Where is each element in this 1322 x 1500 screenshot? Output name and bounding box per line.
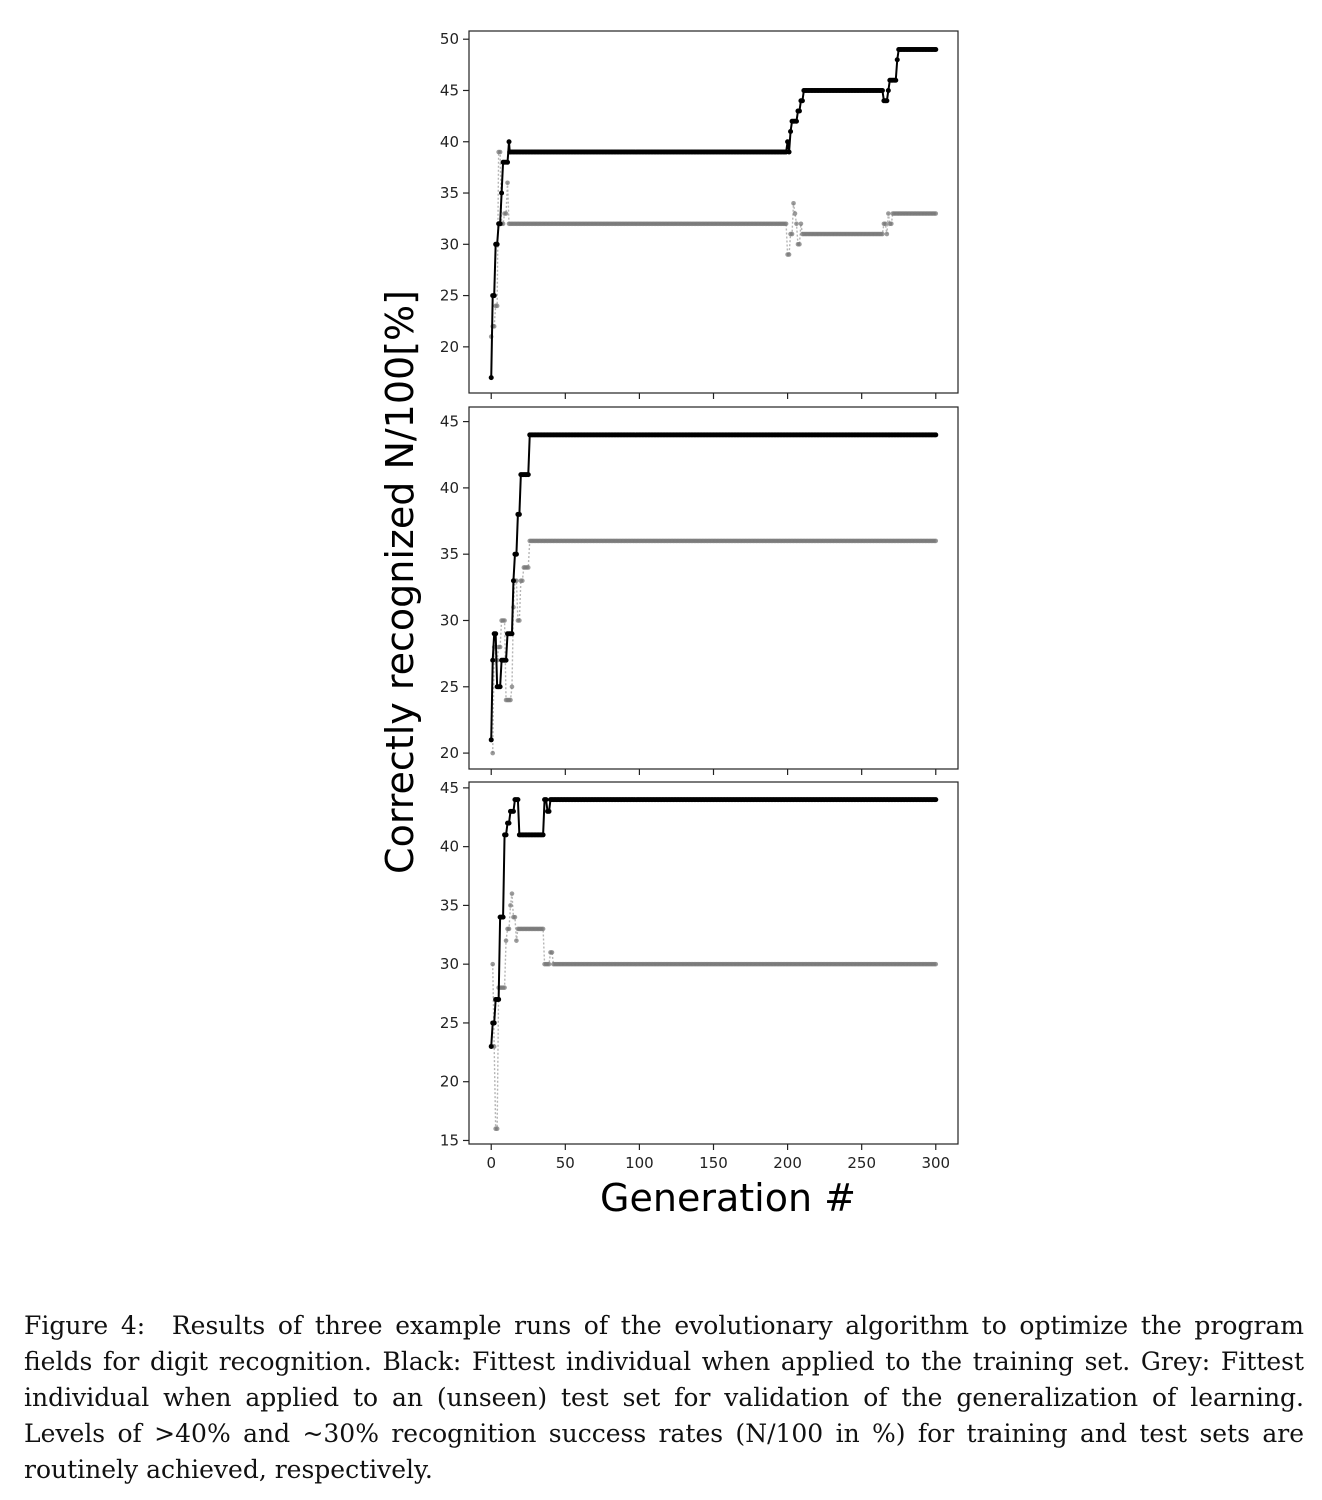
series-line-training — [491, 435, 936, 740]
data-point-test — [541, 927, 546, 932]
series-line-test — [491, 152, 936, 337]
data-point-training — [489, 1044, 494, 1049]
data-point-test — [513, 915, 518, 920]
y-tick-label: 20 — [439, 1072, 459, 1091]
data-point-training — [507, 821, 512, 826]
data-point-test — [889, 221, 894, 226]
data-point-test — [880, 232, 885, 237]
y-tick-label: 35 — [439, 545, 459, 564]
data-point-training — [509, 631, 514, 636]
data-point-test — [933, 962, 938, 967]
x-axis-title: Generation # — [600, 1176, 856, 1220]
data-point-test — [526, 565, 531, 570]
y-tick-label: 15 — [439, 1131, 459, 1150]
data-point-training — [511, 809, 516, 814]
data-point-training — [787, 150, 792, 155]
y-tick-label: 35 — [439, 896, 459, 915]
series-line-training — [491, 800, 936, 1047]
data-point-test — [517, 618, 522, 623]
y-axis-title: Correctly recognized N/100[%] — [378, 290, 422, 874]
data-point-test — [502, 618, 507, 623]
data-point-test — [797, 242, 802, 247]
data-point-training — [893, 78, 898, 83]
data-point-training — [788, 129, 793, 134]
y-tick-label: 45 — [439, 81, 459, 100]
data-point-test — [799, 221, 804, 226]
data-point-test — [784, 221, 789, 226]
series-line-test — [493, 894, 936, 1129]
chart-panels — [440, 30, 958, 1172]
chart-panel-top — [440, 30, 958, 399]
data-point-test — [507, 927, 512, 932]
data-point-training — [498, 684, 503, 689]
data-point-test — [547, 962, 552, 967]
y-tick-label: 20 — [439, 337, 459, 356]
data-point-test — [520, 578, 525, 583]
data-point-training — [490, 658, 495, 663]
data-point-training — [505, 160, 510, 165]
data-point-test — [510, 891, 515, 896]
data-point-training — [495, 242, 500, 247]
data-point-test — [504, 938, 509, 943]
data-point-training — [895, 57, 900, 62]
x-tick-label: 200 — [773, 1154, 802, 1172]
series-training — [489, 797, 939, 1049]
data-point-test — [514, 938, 519, 943]
data-point-test — [883, 221, 888, 226]
series-training — [489, 432, 939, 742]
x-tick-label: 100 — [625, 1154, 654, 1172]
data-point-test — [550, 950, 555, 955]
y-tick-label: 30 — [439, 611, 459, 630]
plot-frame — [469, 407, 958, 769]
y-tick-label: 30 — [439, 955, 459, 974]
data-point-training — [501, 915, 506, 920]
data-point-training — [880, 88, 885, 93]
data-point-training — [933, 47, 938, 52]
y-tick-label: 45 — [439, 778, 459, 797]
y-tick-label: 40 — [439, 132, 459, 151]
data-point-test — [793, 211, 798, 216]
data-point-training — [785, 139, 790, 144]
data-point-test — [490, 962, 495, 967]
figure-caption — [24, 1308, 1304, 1488]
x-tick-label: 50 — [555, 1154, 575, 1172]
y-tick-label: 25 — [439, 677, 459, 696]
data-point-training — [800, 98, 805, 103]
data-point-test — [510, 684, 515, 689]
y-tick-label: 20 — [439, 744, 459, 763]
data-point-test — [490, 751, 495, 756]
data-point-test — [498, 645, 503, 650]
data-point-test — [508, 698, 513, 703]
chart-panel-middle — [440, 407, 958, 775]
data-point-test — [886, 211, 891, 216]
plot-frame — [469, 31, 958, 393]
data-point-test — [791, 201, 796, 206]
y-tick-label: 30 — [439, 235, 459, 254]
data-point-training — [526, 472, 531, 477]
data-point-test — [885, 232, 890, 237]
data-point-training — [884, 98, 889, 103]
data-point-training — [489, 737, 494, 742]
y-tick-label: 40 — [439, 478, 459, 497]
data-point-training — [496, 997, 501, 1002]
data-point-training — [933, 432, 938, 437]
data-point-training — [493, 631, 498, 636]
data-point-training — [492, 293, 497, 298]
x-tick-label: 150 — [699, 1154, 728, 1172]
chart-panel-bottom — [440, 779, 958, 1172]
series-test — [489, 150, 938, 339]
data-point-training — [504, 832, 509, 837]
data-point-training — [492, 1020, 497, 1025]
y-tick-label: 50 — [439, 30, 459, 49]
figure-caption-text: Results of three example runs of the evolutionary algorithm to optimize the program fields for digit recognition. Black: Fittest individual when applied to the training set. Grey: Fittest individual when applied to an (unseen) test set for validation of the generalization of learning. Levels of >40% and ~30% recognition success rates (N/100 in %) for training and test sets are routinely achieved, respectively. — [24, 1311, 1305, 1484]
x-tick-label: 300 — [921, 1154, 951, 1172]
data-point-training — [499, 191, 504, 196]
figure-caption-label: Figure 4: — [24, 1311, 146, 1340]
data-point-training — [507, 139, 512, 144]
data-point-training — [544, 797, 549, 802]
y-tick-label: 35 — [439, 184, 459, 203]
data-point-training — [797, 108, 802, 113]
data-point-test — [498, 150, 503, 155]
data-point-training — [886, 88, 891, 93]
series-training — [489, 47, 939, 380]
y-tick-label: 45 — [439, 412, 459, 431]
y-tick-label: 25 — [439, 1013, 459, 1032]
data-point-test — [504, 211, 509, 216]
data-point-test — [794, 221, 799, 226]
data-point-training — [498, 221, 503, 226]
y-tick-label: 25 — [439, 286, 459, 305]
data-point-test — [495, 304, 500, 309]
data-point-training — [933, 797, 938, 802]
data-point-test — [505, 180, 510, 185]
x-tick-label: 250 — [847, 1154, 877, 1172]
data-point-training — [515, 797, 520, 802]
series-line-test — [493, 541, 936, 753]
x-tick-label: 0 — [486, 1154, 497, 1172]
data-point-training — [504, 658, 509, 663]
data-point-test — [508, 903, 513, 908]
series-test — [490, 539, 938, 756]
data-point-training — [547, 809, 552, 814]
data-point-test — [933, 211, 938, 216]
series-line-training — [491, 49, 936, 377]
series-test — [490, 891, 938, 1131]
data-point-test — [787, 252, 792, 257]
data-point-training — [517, 512, 522, 517]
data-point-test — [933, 539, 938, 544]
data-point-training — [541, 832, 546, 837]
data-point-training — [794, 119, 799, 124]
data-point-test — [502, 985, 507, 990]
data-point-training — [489, 375, 494, 380]
data-point-test — [790, 232, 795, 237]
data-point-training — [511, 578, 516, 583]
y-tick-label: 40 — [439, 837, 459, 856]
data-point-test — [495, 1126, 500, 1131]
data-point-training — [514, 552, 519, 557]
